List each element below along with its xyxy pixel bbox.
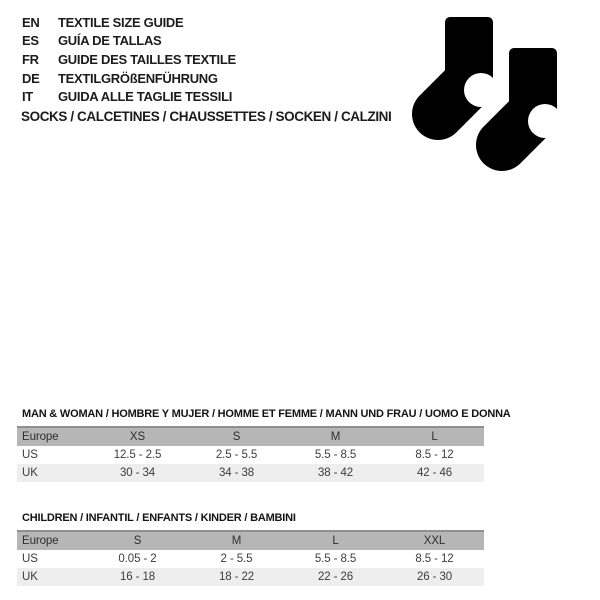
column-header-size: S bbox=[133, 535, 142, 547]
size-value: 8.5 - 12 bbox=[415, 449, 454, 461]
size-value: 12.5 - 2.5 bbox=[113, 449, 162, 461]
language-code: IT bbox=[22, 89, 33, 105]
children-table-title: CHILDREN / INFANTIL / ENFANTS / KINDER / BAMBINI bbox=[22, 512, 296, 524]
language-label: GUIDE DES TAILLES TEXTILE bbox=[58, 51, 236, 67]
table-row-us bbox=[17, 446, 484, 464]
size-value: 5.5 - 8.5 bbox=[314, 449, 357, 461]
size-value: 38 - 42 bbox=[317, 467, 354, 479]
column-header-size: XXL bbox=[423, 535, 446, 547]
table-header-row bbox=[17, 531, 484, 550]
man-woman-table-title: MAN & WOMAN / HOMBRE Y MUJER / HOMME ET FEMME / MANN UND FRAU / UOMO E DONNA bbox=[22, 408, 511, 420]
region-label: US bbox=[22, 449, 38, 461]
language-row-en bbox=[22, 13, 236, 32]
column-header-region: Europe bbox=[22, 535, 59, 547]
column-header-size: M bbox=[231, 535, 242, 547]
language-code: ES bbox=[22, 33, 39, 49]
size-value: 8.5 - 12 bbox=[415, 553, 454, 565]
region-label: UK bbox=[22, 571, 38, 583]
category-title: SOCKS / CALCETINES / CHAUSSETTES / SOCKEN / CALZINI bbox=[21, 109, 392, 124]
column-header-region: Europe bbox=[22, 431, 59, 443]
language-label: GUIDA ALLE TAGLIE TESSILI bbox=[58, 89, 233, 105]
size-value: 30 - 34 bbox=[119, 467, 156, 479]
children-size-table bbox=[17, 530, 484, 586]
man-woman-size-section bbox=[17, 408, 511, 482]
socks-icon bbox=[400, 0, 580, 180]
column-header-size: S bbox=[232, 431, 241, 443]
language-row-es bbox=[22, 32, 236, 51]
table-row-uk bbox=[17, 568, 484, 586]
children-size-section bbox=[17, 512, 484, 586]
language-code: FR bbox=[22, 51, 39, 67]
size-value: 2.5 - 5.5 bbox=[215, 449, 258, 461]
language-label: GUÍA DE TALLAS bbox=[58, 33, 162, 49]
man-woman-size-table bbox=[17, 426, 484, 482]
column-header-size: XS bbox=[129, 431, 146, 443]
column-header-size: L bbox=[332, 535, 339, 547]
language-code: DE bbox=[22, 70, 40, 86]
size-value: 26 - 30 bbox=[416, 571, 453, 583]
size-value: 5.5 - 8.5 bbox=[314, 553, 357, 565]
language-row-fr bbox=[22, 50, 236, 69]
region-label: UK bbox=[22, 467, 38, 479]
column-header-size: L bbox=[431, 431, 438, 443]
language-list bbox=[22, 13, 236, 106]
size-value: 34 - 38 bbox=[218, 467, 255, 479]
table-row-uk bbox=[17, 464, 484, 482]
language-label: TEXTILGRÖßENFÜHRUNG bbox=[58, 70, 218, 86]
table-header-row bbox=[17, 427, 484, 446]
size-value: 42 - 46 bbox=[416, 467, 453, 479]
size-value: 2 - 5.5 bbox=[220, 553, 253, 565]
size-value: 16 - 18 bbox=[119, 571, 156, 583]
size-value: 0.05 - 2 bbox=[118, 553, 157, 565]
language-row-it bbox=[22, 87, 236, 106]
language-row-de bbox=[22, 69, 236, 88]
size-value: 22 - 26 bbox=[317, 571, 354, 583]
size-value: 18 - 22 bbox=[218, 571, 255, 583]
language-label: TEXTILE SIZE GUIDE bbox=[58, 14, 184, 30]
table-row-us bbox=[17, 550, 484, 568]
language-code: EN bbox=[22, 14, 40, 30]
region-label: US bbox=[22, 553, 38, 565]
column-header-size: M bbox=[330, 431, 341, 443]
